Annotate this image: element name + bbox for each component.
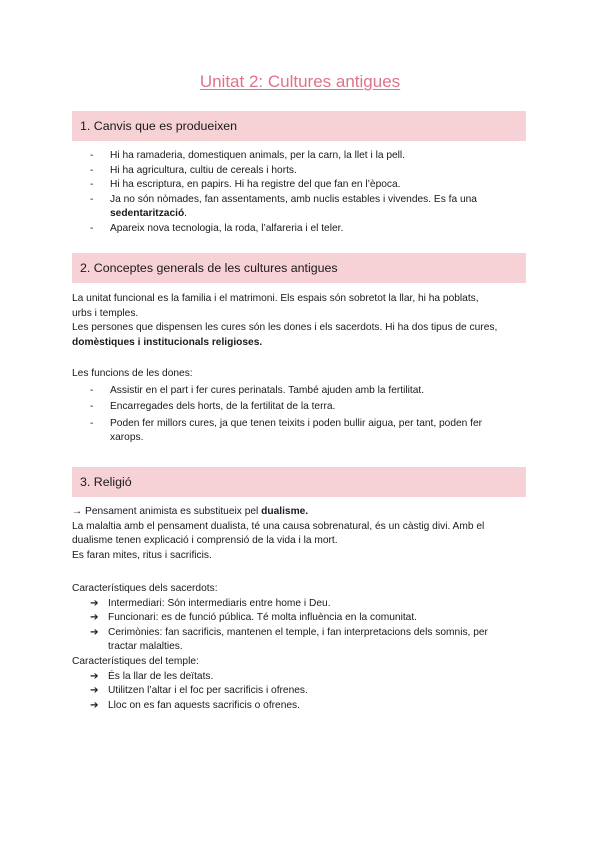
list-item: - Assistir en el part i fer cures perinatals. També ajuden amb la fertilitat.	[72, 384, 532, 399]
section-3-lists	[72, 582, 532, 713]
arrow-icon: ➔	[90, 597, 99, 609]
section-2-list	[72, 367, 532, 446]
paragraph: urbs i temples.	[72, 307, 139, 319]
paragraph: Es faran mites, ritus i sacrificis.	[72, 549, 212, 561]
section-2-heading: 2. Conceptes generals de les cultures antigues	[80, 261, 338, 275]
section-1-header	[72, 111, 526, 141]
subheading: Característiques dels sacerdots:	[72, 583, 218, 594]
paragraph: domèstiques i institucionals religioses.	[72, 336, 263, 348]
list-item: ➔ Intermediari: Són intermediaris entre home i Deu.	[72, 597, 532, 612]
paragraph: Les persones que dispensen les cures són les dones i els sacerdots. Hi ha dos tipus de cures,	[72, 322, 498, 334]
section-3-body	[72, 505, 532, 563]
page-title: Unitat 2: Cultures antigues	[199, 72, 401, 91]
paragraph: dualisme tenen explicació i comprensió de la vida i la mort.	[72, 535, 338, 547]
arrow-icon: ➔	[90, 612, 99, 624]
section-1-list	[72, 149, 532, 237]
bold-term: sedentarització	[110, 208, 185, 220]
list-item: - Encarregades dels horts, de la fertilitat de la terra.	[72, 400, 532, 415]
list-item: - Poden fer millors cures, ja que tenen teixits i poden bullir aigua, per tant, poden fer xarops.	[72, 417, 532, 446]
list-item: ➔ Utilitzen l’altar i el foc per sacrificis i ofrenes.	[72, 684, 532, 699]
arrow-icon: ➔	[90, 699, 99, 711]
list-item: ➔ Cerimònies: fan sacrificis, mantenen el temple, i fan interpretacions dels somnis, per tractar malalties.	[90, 626, 488, 653]
arrow-icon: ➔	[90, 670, 99, 682]
list-item: - Hi ha agricultura, cultiu de cereals i horts.	[72, 164, 532, 179]
paragraph: → Pensament animista es substitueix pel dualisme.	[72, 506, 309, 517]
list-item: - Ja no són nòmades, fan assentaments, amb nuclis estables i vivendes. Es fa una sedentarització.	[72, 193, 532, 222]
list-item: - Hi ha escriptura, en papirs. Hi ha registre del que fan en l’època.	[72, 178, 532, 193]
paragraph: La unitat funcional es la familia i el matrimoni. Els espais són sobretot la llar, hi ha poblats,	[72, 293, 479, 304]
paragraph: La malaltia amb el pensament dualista, té una causa sobrenatural, és un càstig divi. Amb el	[72, 520, 485, 532]
list-item: ➔ És la llar de les deïtats.	[72, 670, 532, 685]
list-item: ➔ Lloc on es fan aquests sacrificis o ofrenes.	[72, 699, 532, 714]
list-item: ➔ Funcionari: es de funció pública. Té molta influència en la comunitat.	[72, 611, 532, 626]
subheading: Les funcions de les dones:	[72, 368, 193, 379]
section-1-heading: 1. Canvis que es produeixen	[80, 119, 238, 133]
subheading: Característiques del temple:	[72, 655, 199, 667]
section-2-body	[72, 292, 532, 350]
list-item: - Hi ha ramaderia, domestiquen animals, per la carn, la llet i la pell.	[72, 149, 532, 164]
list-item: - Apareix nova tecnologia, la roda, l’alfareria i el teler.	[72, 222, 532, 237]
section-3-header	[72, 467, 526, 497]
section-3-heading: 3. Religió	[80, 475, 132, 489]
arrow-icon: ➔	[90, 626, 99, 638]
arrow-icon: ➔	[90, 685, 99, 697]
section-2-header	[72, 253, 526, 283]
